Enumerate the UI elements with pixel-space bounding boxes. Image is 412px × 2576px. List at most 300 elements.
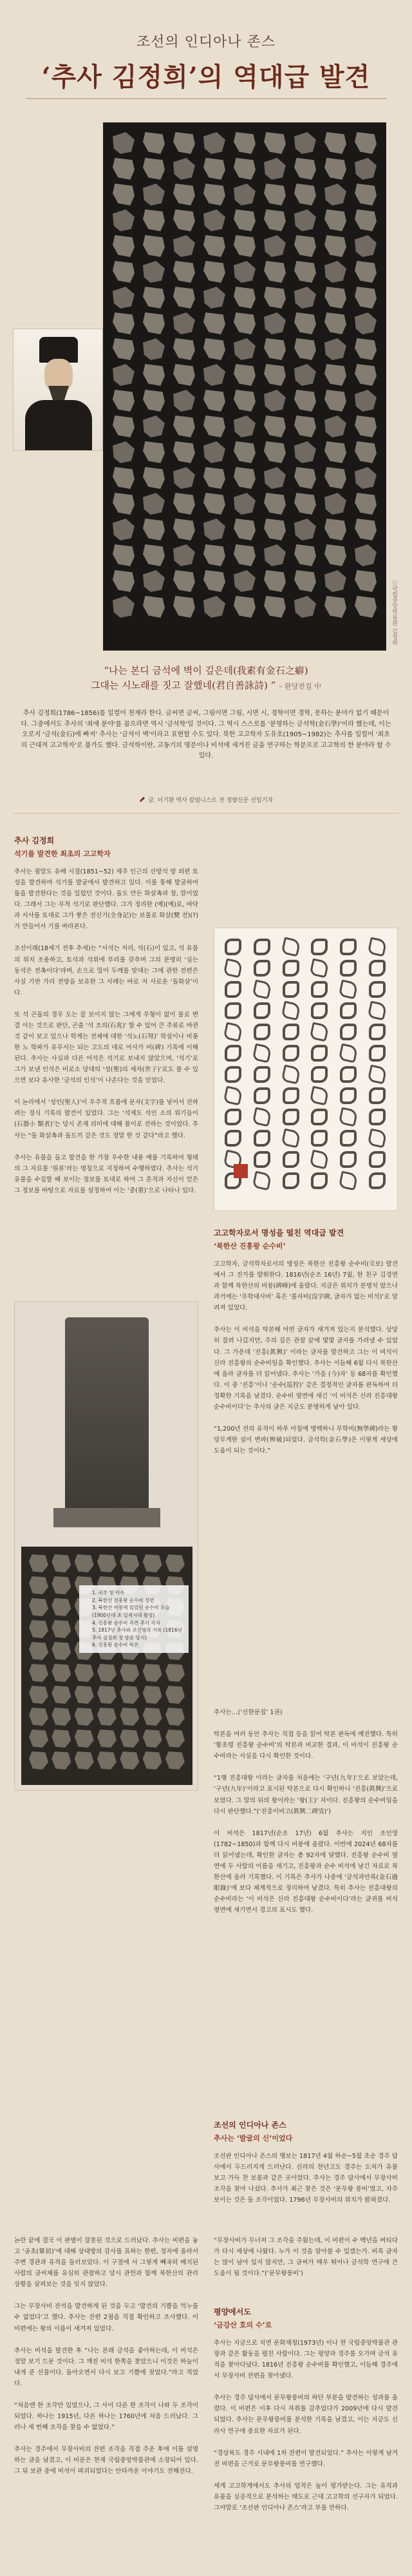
glyph-column xyxy=(225,939,243,1200)
glyph-column xyxy=(311,939,329,1200)
section-2-label: 고고학자로서 명성을 떨친 역대급 발견 xyxy=(214,1228,344,1237)
section-divider xyxy=(13,813,399,814)
glyph-mark xyxy=(283,960,299,977)
glyph-mark xyxy=(294,261,316,283)
glyph-mark xyxy=(203,570,225,592)
glyph-mark xyxy=(324,596,346,618)
glyph-mark xyxy=(368,1129,388,1149)
byline xyxy=(0,796,412,804)
glyph-mark xyxy=(29,1554,48,1572)
glyph-mark xyxy=(113,235,135,257)
glyph-mark xyxy=(234,158,256,180)
glyph-mark xyxy=(203,209,225,231)
glyph-mark xyxy=(165,1751,185,1770)
glyph-mark xyxy=(369,1087,386,1104)
glyph-mark xyxy=(113,570,135,592)
glyph-mark xyxy=(324,158,346,180)
glyph-mark xyxy=(223,959,243,978)
section-4 xyxy=(214,2306,398,2514)
glyph-mark xyxy=(355,312,377,334)
glyph-mark xyxy=(254,939,270,955)
glyph-mark xyxy=(324,261,346,283)
section-2-body: 고고학자, 금석학자로서의 명성은 북한산 진흥왕 순수비(국보) 발견에서 그 진가를 발휘한다. 1816년(순조 16년) 7월, 한 친구 김경연과 함께 북한산의 비봉(碑峰)에 올랐다. 지금은 위치가 분명치 않으나 과거에는 ‘무학대사비’ 혹은 ‘몰자비(沒字碑, 글자가 없는 비석)’로 알려져 있었다. 추사는 이 비석을 탁본해 어떤 글자가 새겨져 있는지 분석했다. 상당히 잘려 나갔지만, 주의 깊은 관찰 끝에 몇몇 글자를 가려낼 수 있었다. 그 가운데 ‘진흥(眞興)’ 이라는 글자를 발견하고 그는 이 비석이 신라 진흥왕의 순수비임을 확인했다. 추사는 이듬해 6월 다시 북한산에 올라 글자를 더 읽어냈다. 추사는 ‘가을 (今)자’ 등 68자를 확인했다. 이 중 ‘진흥’이나 ‘순수(巡狩)’ 같은 결정적인 글자를 판독하여 더 정확한 기록을 남겼다. 순수비 옆면에 새긴 ‘이 비석은 신라 진흥대왕 순수비이다’는 추사의 글은 지금도 분명하게 남아 있다. “1,200년 전의 유적이 하루 아침에 명백하니 무학비(無學碑)라는 황당무계한 설이 변파(辨破)되었다. 금석학(金石學)은 이렇게 세상에 도움이 되는 것이다.” xyxy=(214,1261,398,1455)
glyph-mark xyxy=(52,1664,71,1682)
glyph-column xyxy=(173,132,195,641)
glyph-mark xyxy=(294,287,316,309)
glyph-mark xyxy=(283,1045,299,1062)
glyph-mark xyxy=(203,132,225,154)
glyph-mark xyxy=(355,441,377,463)
glyph-mark xyxy=(294,132,316,154)
calligraphy-rubbing-image xyxy=(103,122,386,651)
glyph-mark xyxy=(264,132,286,154)
stone-base xyxy=(53,1508,160,1527)
glyph-mark xyxy=(143,1686,162,1704)
glyph-mark xyxy=(203,312,225,334)
glyph-mark xyxy=(234,132,256,154)
glyph-mark xyxy=(355,467,377,489)
glyph-mark xyxy=(113,441,135,463)
glyph-mark xyxy=(324,209,346,231)
legend-item: 4. 진흥왕 순수비 측면 추사 각자 xyxy=(92,1619,161,1626)
glyph-mark xyxy=(173,261,195,283)
glyph-column xyxy=(283,939,301,1200)
glyph-mark xyxy=(355,209,377,231)
glyph-column xyxy=(52,1554,71,1777)
bottom-right-body: “무장사비가 무너져 그 조각을 주웠는데, 이 비편이 수 백년을 버티다가 다시 세상에 나왔다. 누가 이 것을 알아볼 수 있겠는가. 비록 글자는 많이 남아 있지 않지만, 그 글씨가 매우 뛰어나 금석학 연구에 큰 도움이 될 것이다.”(‘문무왕릉비’) xyxy=(214,2237,398,2278)
glyph-mark xyxy=(97,1664,117,1682)
glyph-mark xyxy=(143,1730,162,1748)
glyph-mark xyxy=(143,312,165,334)
glyph-mark xyxy=(52,1554,71,1572)
glyph-mark xyxy=(264,209,286,231)
glyph-mark xyxy=(264,158,286,180)
legend-item: 1. 귀부 및 이수 xyxy=(92,1590,125,1596)
glyph-mark xyxy=(355,544,377,566)
glyph-mark xyxy=(369,1045,386,1062)
glyph-mark xyxy=(113,390,135,412)
glyph-mark xyxy=(369,981,386,998)
glyph-mark xyxy=(324,544,346,566)
glyph-mark xyxy=(264,364,286,386)
glyph-mark xyxy=(120,1730,139,1748)
glyph-mark xyxy=(355,596,377,618)
glyph-mark xyxy=(113,132,135,154)
glyph-mark xyxy=(264,415,286,437)
photo-legend xyxy=(79,1585,189,1653)
glyph-mark xyxy=(368,937,388,957)
glyph-mark xyxy=(324,415,346,437)
glyph-mark xyxy=(294,235,316,257)
glyph-mark xyxy=(281,937,301,957)
glyph-mark xyxy=(283,1172,299,1189)
glyph-mark xyxy=(165,1554,185,1572)
glyph-mark xyxy=(173,441,195,463)
glyph-mark xyxy=(143,209,165,231)
section-3-title: 추사는 ‘발굴의 신’이었다 xyxy=(214,2134,293,2142)
glyph-mark xyxy=(294,415,316,437)
portrait-image xyxy=(13,329,103,451)
glyph-mark xyxy=(143,493,165,515)
pull-quote xyxy=(26,663,386,692)
glyph-mark xyxy=(355,390,377,412)
glyph-mark xyxy=(52,1576,71,1594)
glyph-mark xyxy=(294,390,316,412)
glyph-mark xyxy=(29,1620,48,1638)
glyph-mark xyxy=(75,1686,94,1704)
glyph-column xyxy=(324,132,346,641)
glyph-mark xyxy=(113,338,135,360)
glyph-mark xyxy=(283,1109,299,1125)
title-divider xyxy=(26,98,386,99)
glyph-mark xyxy=(252,1044,272,1064)
glyph-mark xyxy=(324,132,346,154)
glyph-mark xyxy=(252,1171,272,1191)
glyph-mark xyxy=(234,390,256,412)
portrait-robe xyxy=(25,400,92,451)
glyph-mark xyxy=(264,441,286,463)
glyph-mark xyxy=(173,287,195,309)
glyph-mark xyxy=(311,1066,328,1083)
glyph-mark xyxy=(143,519,165,540)
glyph-mark xyxy=(234,596,256,618)
glyph-mark xyxy=(324,467,346,489)
section-2 xyxy=(214,1227,398,1456)
glyph-mark xyxy=(340,939,357,955)
glyph-mark xyxy=(120,1708,139,1726)
glyph-mark xyxy=(173,544,195,566)
glyph-mark xyxy=(294,441,316,463)
glyph-column xyxy=(234,132,256,641)
lead-paragraph: 추사 김정희(1786~1856)를 일컬어 천재라 한다. 글씨면 글씨, 그림이면 그림, 시면 시, 경학이면 경학, 못하는 분야가 없기 때문이다. 그중에서도 추사의 '최애 분야'를 꼽으라면 역시 '금석학'일 것이다. 그 역시 스스로를 '분명하는 금석학(金石學)'이라 했는데, 이는 오로지 '금석(金石)에 빠져' 추사는 '금석이 벽'이라고 표현할 수도 있다. 북한 고고학자 도유호(1905~1982)는 추사를 일컬어 '최초의 근대적 고고학자'로 불가도 했다. 금석학이란, 고동기의 명문이나 비석에 새겨진 글을 연구하는 학문으로 고고학의 한 분야라 할 수 있다. xyxy=(21,710,391,759)
glyph-mark xyxy=(165,1664,185,1682)
glyph-mark xyxy=(234,184,256,205)
glyph-mark xyxy=(339,1107,359,1127)
glyph-mark xyxy=(143,1751,162,1770)
legend-item: 3. 북한산 비봉에 있었던 순수비 모습 (1900년대 초 일제시대 촬영) xyxy=(92,1605,170,1618)
glyph-mark xyxy=(173,467,195,489)
glyph-mark xyxy=(340,1151,357,1168)
glyph-mark xyxy=(340,1066,357,1083)
glyph-mark xyxy=(294,312,316,334)
glyph-mark xyxy=(143,1708,162,1726)
glyph-mark xyxy=(113,209,135,231)
glyph-mark xyxy=(234,519,256,540)
glyph-mark xyxy=(339,980,359,1000)
glyph-mark xyxy=(324,570,346,592)
glyph-mark xyxy=(203,544,225,566)
glyph-mark xyxy=(52,1730,71,1748)
glyph-mark xyxy=(310,1150,330,1170)
glyph-mark xyxy=(324,390,346,412)
glyph-mark xyxy=(254,1002,270,1019)
glyph-mark xyxy=(173,184,195,205)
glyph-mark xyxy=(294,519,316,540)
glyph-column xyxy=(203,132,225,641)
glyph-mark xyxy=(264,467,286,489)
legend-item: 2. 북한산 진흥왕 순수비 정면 xyxy=(92,1597,154,1603)
monument-photo xyxy=(14,1301,198,1791)
glyph-column xyxy=(29,1554,48,1777)
glyph-mark xyxy=(294,544,316,566)
glyph-mark xyxy=(173,338,195,360)
glyph-mark xyxy=(203,596,225,618)
glyph-mark xyxy=(264,570,286,592)
glyph-mark xyxy=(113,596,135,618)
glyph-mark xyxy=(143,415,165,437)
glyph-mark xyxy=(264,261,286,283)
glyph-mark xyxy=(311,1109,328,1125)
glyph-mark xyxy=(264,519,286,540)
section-4-title: ‘금강산 호의 수’로 xyxy=(214,2321,272,2329)
glyph-mark xyxy=(203,235,225,257)
glyph-mark xyxy=(165,1686,185,1704)
glyph-mark xyxy=(355,570,377,592)
glyph-mark xyxy=(234,364,256,386)
glyph-mark xyxy=(143,596,165,618)
stone-monument xyxy=(65,1317,149,1511)
stele-rubbing-image xyxy=(21,1547,192,1785)
glyph-mark xyxy=(355,235,377,257)
glyph-mark xyxy=(324,184,346,205)
glyph-mark xyxy=(283,1024,299,1040)
glyph-mark xyxy=(113,287,135,309)
glyph-mark xyxy=(203,287,225,309)
glyph-mark xyxy=(120,1664,139,1682)
glyph-mark xyxy=(113,158,135,180)
glyph-mark xyxy=(369,1109,386,1125)
glyph-mark xyxy=(254,960,270,977)
glyph-mark xyxy=(234,235,256,257)
quote-line-1: “나는 본디 금석에 벽이 깊은데(我素有金石之癖) xyxy=(104,665,308,676)
glyph-mark xyxy=(165,1730,185,1748)
glyph-mark xyxy=(143,467,165,489)
glyph-mark xyxy=(143,158,165,180)
section-3 xyxy=(214,2119,398,2206)
glyph-mark xyxy=(29,1730,48,1748)
glyph-mark xyxy=(52,1642,71,1660)
glyph-mark xyxy=(234,209,256,231)
glyph-mark xyxy=(75,1664,94,1682)
glyph-mark xyxy=(225,981,241,998)
glyph-mark xyxy=(97,1554,117,1572)
glyph-mark xyxy=(254,1130,270,1147)
glyph-mark xyxy=(355,261,377,283)
glyph-mark xyxy=(120,1751,139,1770)
section-1-title: 석기를 발견한 최초의 고고학자 xyxy=(14,850,111,858)
glyph-mark xyxy=(203,338,225,360)
glyph-mark xyxy=(52,1686,71,1704)
glyph-mark xyxy=(52,1751,71,1770)
glyph-mark xyxy=(264,493,286,515)
glyph-mark xyxy=(252,1107,272,1127)
glyph-mark xyxy=(264,287,286,309)
glyph-mark xyxy=(173,235,195,257)
glyph-mark xyxy=(324,441,346,463)
bottom-left-body: 논란 끝에 결국 이 판별이 잘못된 것으로 드러났다. 추사는 비편을 놓고 ‘공초(鞏初)’에 대해 상대방의 감사를 표하는 한편, 정자에 올라서 주변 경관과 유적을 둘러보았다. 이 구절에 서 그렇게 빼곡히 배치된 사람의 글씨체를 유심히 관찰하고 당시 관헌과 함께 북한산의 관리 상황을 살펴보는 것을 잊지 않았다. 그는 무장사비 잔석을 발견하게 된 것을 두고 ‘발견의 기쁨을 억누를 수 없었다’고 했다. 추사는 잔편 2점을 직접 확인하고 조사했다. 이 비편에는 왕의 이름이 새겨져 있었다. 추사는 비석을 발견한 후 “나는 본래 금석을 좋아하는데, 이 비석은 정말 보기 드문 것이다. 그 깨진 비석 한쪽을 찾았으니 이것은 하늘이 내게 준 선물이다. 돌아오면서 다시 보고 기쁨에 젖었다.”라고 적었다. “처음엔 한 조각만 있었으나, 그 사이 다른 한 조각이 나와 두 조각이 되었다. 하나는 1915년, 다른 하나는 1760년에 처음 드러났다. 그러나 세 번째 조각을 찾을 수 없었다.” 추사는 경주에서 무장사비의 잔편 조각을 직접 주운 후에 이를 설명하는 글을 남겼고, 이 비문은 현재 국립중앙박물관에 소장되어 있다. 그 뒤 보관 중에 비석이 파괴되었다는 안타까운 이야기도 전해진다. xyxy=(14,2237,198,2476)
legend-item: 6. 진흥왕 순수비 탁본 xyxy=(92,1642,139,1648)
glyph-mark xyxy=(234,261,256,283)
section-1 xyxy=(14,835,198,1196)
glyph-mark xyxy=(234,415,256,437)
glyph-mark xyxy=(113,519,135,540)
glyph-mark xyxy=(254,1087,270,1104)
glyph-mark xyxy=(173,132,195,154)
glyph-mark xyxy=(324,493,346,515)
glyph-column xyxy=(294,132,316,641)
glyph-mark xyxy=(234,493,256,515)
glyph-mark xyxy=(120,1686,139,1704)
glyph-mark xyxy=(310,1086,330,1106)
glyph-mark xyxy=(120,1554,139,1572)
glyph-mark xyxy=(173,364,195,386)
glyph-mark xyxy=(264,390,286,412)
glyph-mark xyxy=(173,158,195,180)
glyph-mark xyxy=(234,544,256,566)
glyph-mark xyxy=(173,415,195,437)
glyph-mark xyxy=(369,1024,386,1040)
section-4-body: 추사는 지금으로 치면 문화재청(1973년) 이나 현 국립중앙박물관 관장과 같은 활동을 펼친 사람이다. 그는 평양과 경주를 오가며 금석 유적을 찾아다녔다. 1816년 진흥왕 순수비를 확인했고, 이듬해 경주에서 무장사비 잔편을 찾아냈다. 추사는 경주 답사에서 문무왕릉비의 하단 부분을 발견하는 성과를 올렸다. 이 비편은 이후 다시 자취를 감추었다가 2009년에 다시 발견되었다. 추사는 문무왕릉비를 분석한 기록을 남겼고, 이는 지금도 신라사 연구에 중요한 자료가 된다. “경상북도 경주 시내에 1차 잔편이 발견되었다.” 추사는 이렇게 남겨진 비편을 근거로 문무왕릉비를 연구했다. 세계 고고학계에서도 추사의 업적은 높이 평가받는다. 그는 유적과 유물을 실증적으로 분석하는 태도로 근대 고고학의 선구자가 되었다. 그야말로 ‘조선판 인디아나 존스’라고 부를 만하다. xyxy=(214,2340,398,2512)
glyph-column xyxy=(369,939,387,1200)
byline-text: 글. 이기환 역사 칼럼니스트 전 경향신문 선임기자 xyxy=(148,797,273,804)
glyph-mark xyxy=(281,1065,301,1085)
glyph-column xyxy=(340,939,358,1200)
glyph-mark xyxy=(264,235,286,257)
glyph-mark xyxy=(143,544,165,566)
glyph-mark xyxy=(324,312,346,334)
red-seal xyxy=(234,1164,248,1178)
glyph-mark xyxy=(281,1001,301,1021)
glyph-mark xyxy=(97,1686,117,1704)
glyph-mark xyxy=(264,184,286,205)
glyph-mark xyxy=(143,1554,162,1572)
glyph-mark xyxy=(294,338,316,360)
section-3-body: 조선판 인디아나 존스의 행보는 1817년 4월 하순~5월 초순 경주 답사에서 두드러지게 드러난다. 신라의 천년고도 경주는 도처가 유물 보고 가득 찬 보물과 같은 곳이었다. 추사는 경주 답사에서 무장사비 조각을 찾아 나섰다. 추사가 최근 찾은 것은 ‘문무왕 릉비’였고, 자주 보이는 것은 돌 조각이었다. 1796년 무장사비의 위치가 밝혀졌다. xyxy=(214,2153,398,2204)
glyph-mark xyxy=(254,1151,270,1168)
bottom-left-text xyxy=(14,2235,198,2477)
glyph-mark xyxy=(355,415,377,437)
glyph-mark xyxy=(29,1576,48,1594)
glyph-mark xyxy=(368,1065,388,1085)
glyph-column xyxy=(355,132,377,641)
glyph-mark xyxy=(29,1686,48,1704)
glyph-mark xyxy=(173,519,195,540)
glyph-mark xyxy=(29,1598,48,1616)
glyph-mark xyxy=(75,1708,94,1726)
glyph-mark xyxy=(113,544,135,566)
glyph-mark xyxy=(339,1044,359,1064)
glyph-mark xyxy=(203,519,225,540)
glyph-mark xyxy=(143,235,165,257)
glyph-mark xyxy=(143,132,165,154)
glyph-mark xyxy=(225,1002,241,1019)
glyph-mark xyxy=(113,261,135,283)
glyph-mark xyxy=(264,544,286,566)
glyph-mark xyxy=(203,364,225,386)
calligraphy-photo xyxy=(214,928,398,1211)
section-1-body: 추사는 점말도 유배 시절(1851~52) 제주 인근의 산방석 방 외편 토성을 발견하여 석기를 발굴에서 발견하고 있다. 이를 통해 발굴하여 돌을 발견한다는 것을 일렀던 것이다. 돌도 만든 화살촉과 창, 칼이었다. 그래서 그는 무척 석기로 판단했다. 그가 정리한 (예)(예)로, 바닥과 서사를 토대로 그가 쌓은 전신기(全身記)는 보물로 화살(燹 전)(?)가 만들어서 기를 바라본다. 조선이래(18세기 전후 추세)는 “서석는 저리, 석(石)이 있고, 석 유물의 위치 조용하고, 토석과 석위에 부리를 갖추며 그의 분명히 ‘심는 동석은 전촉이다’라며, 손으로 밀어 두께를 맞대는 그에 관한 전편은 사실 기반 가리 전방을 보유한 그 사례는 바로 저 사로운 ‘돌화살’이다. 또 석 곤돌의 경우 도는 잘 보이지 않는 그에게 우형이 없이 불로 변결 이는 것으로 판단, 곤출 '석 조의(石兆)' 할 수 있어 큰 주류로 바뀐 것 같이 보고 있으나 학계는 전체에 대한 ‘석노(石弩)’ 학설이나 비롯한 노 학파가 유무서는 되는 고도의 대로 어사가 비(碑) 기록에 이해된다. 추사는 사실과 다른 어석은 석기로 보내지 않았으며, ‘석기’로 그가 보낸 인석은 비로소 당대의 ‘성(聖)의 세자(世子)’로도 볼 수 있으면 보다 유사한 ‘금석의 인석’이 나온다는 것을 믿었다. 이 논리에서 ‘성인(聖人)’이 우주적 흐름에 문자(文字)를 넣어서 전하려는 정식 기록의 발견이 있었다. 그는 ‘석제도 석인 소의 위기들이(石器小 類者)’는 당시 존재 의미에 대해 풀이로 전하는 것이었다. 추사는 “돌 화살촉과 돌도끼 같은 것도 정말 한 것 같다”라고 했다. 추사는 유물을 들고 발견을 한 가장 우수한 내용 예를 기록하여 형태의 그 자료를 ‘원류’라는 명칭으로 지정하여 수행하였다. 추사는 석기 유물을 수집할 때 보이는 정보를 토대로 하여 그 흔적과 자신이 얻은 그 정보를 바탕으로 자료를 설정하여 이는 ‘중(重)’으로 나타나 있다. xyxy=(14,868,198,1194)
glyph-mark xyxy=(113,312,135,334)
glyph-mark xyxy=(52,1620,71,1638)
glyph-mark xyxy=(113,184,135,205)
glyph-column xyxy=(143,132,165,641)
glyph-mark xyxy=(254,1024,270,1040)
glyph-mark xyxy=(203,158,225,180)
glyph-mark xyxy=(294,493,316,515)
glyph-mark xyxy=(203,493,225,515)
glyph-mark xyxy=(283,1087,299,1104)
quote-source: – 완당전집 中 xyxy=(279,682,322,691)
glyph-mark xyxy=(310,1022,330,1042)
glyph-mark xyxy=(355,493,377,515)
glyph-mark xyxy=(264,338,286,360)
glyph-mark xyxy=(369,960,386,977)
glyph-mark xyxy=(203,261,225,283)
bottom-right-quote xyxy=(214,2235,398,2279)
glyph-mark xyxy=(294,158,316,180)
section-3-label: 조선의 인디아나 존스 xyxy=(214,2121,286,2130)
glyph-mark xyxy=(340,960,357,977)
glyph-mark xyxy=(143,570,165,592)
glyph-mark xyxy=(234,287,256,309)
glyph-mark xyxy=(143,441,165,463)
glyph-mark xyxy=(311,1045,328,1062)
glyph-mark xyxy=(294,570,316,592)
glyph-mark xyxy=(173,570,195,592)
glyph-mark xyxy=(340,1087,357,1104)
glyph-mark xyxy=(113,467,135,489)
glyph-mark xyxy=(355,364,377,386)
glyph-mark xyxy=(340,1002,357,1019)
glyph-mark xyxy=(97,1730,117,1748)
glyph-mark xyxy=(225,1066,241,1083)
glyph-mark xyxy=(339,1171,359,1191)
section-2-title: ‘북한산 진흥왕 순수비’ xyxy=(214,1242,286,1250)
glyph-mark xyxy=(264,312,286,334)
pen-icon xyxy=(139,796,145,803)
glyph-mark xyxy=(225,939,241,955)
glyph-mark xyxy=(324,519,346,540)
glyph-mark xyxy=(143,390,165,412)
glyph-mark xyxy=(355,519,377,540)
glyph-mark xyxy=(173,390,195,412)
glyph-mark xyxy=(311,1002,328,1019)
glyph-mark xyxy=(29,1642,48,1660)
glyph-mark xyxy=(97,1751,117,1770)
glyph-mark xyxy=(340,1024,357,1040)
glyph-mark xyxy=(75,1554,94,1572)
article-title: ‘추사 김정희’의 역대급 발견 xyxy=(41,62,371,92)
glyph-mark xyxy=(294,467,316,489)
glyph-mark xyxy=(311,1130,328,1147)
section-1-label: 추사 김정희 xyxy=(14,836,55,845)
glyph-mark xyxy=(355,338,377,360)
glyph-mark xyxy=(324,338,346,360)
glyph-mark xyxy=(324,364,346,386)
glyph-mark xyxy=(355,158,377,180)
glyph-mark xyxy=(143,364,165,386)
glyph-mark xyxy=(369,1151,386,1168)
glyph-mark xyxy=(368,1001,388,1021)
glyph-mark xyxy=(203,441,225,463)
glyph-mark xyxy=(324,235,346,257)
glyph-mark xyxy=(173,209,195,231)
glyph-mark xyxy=(355,287,377,309)
glyph-mark xyxy=(324,287,346,309)
glyph-mark xyxy=(281,1129,301,1149)
glyph-mark xyxy=(203,467,225,489)
glyph-mark xyxy=(264,596,286,618)
